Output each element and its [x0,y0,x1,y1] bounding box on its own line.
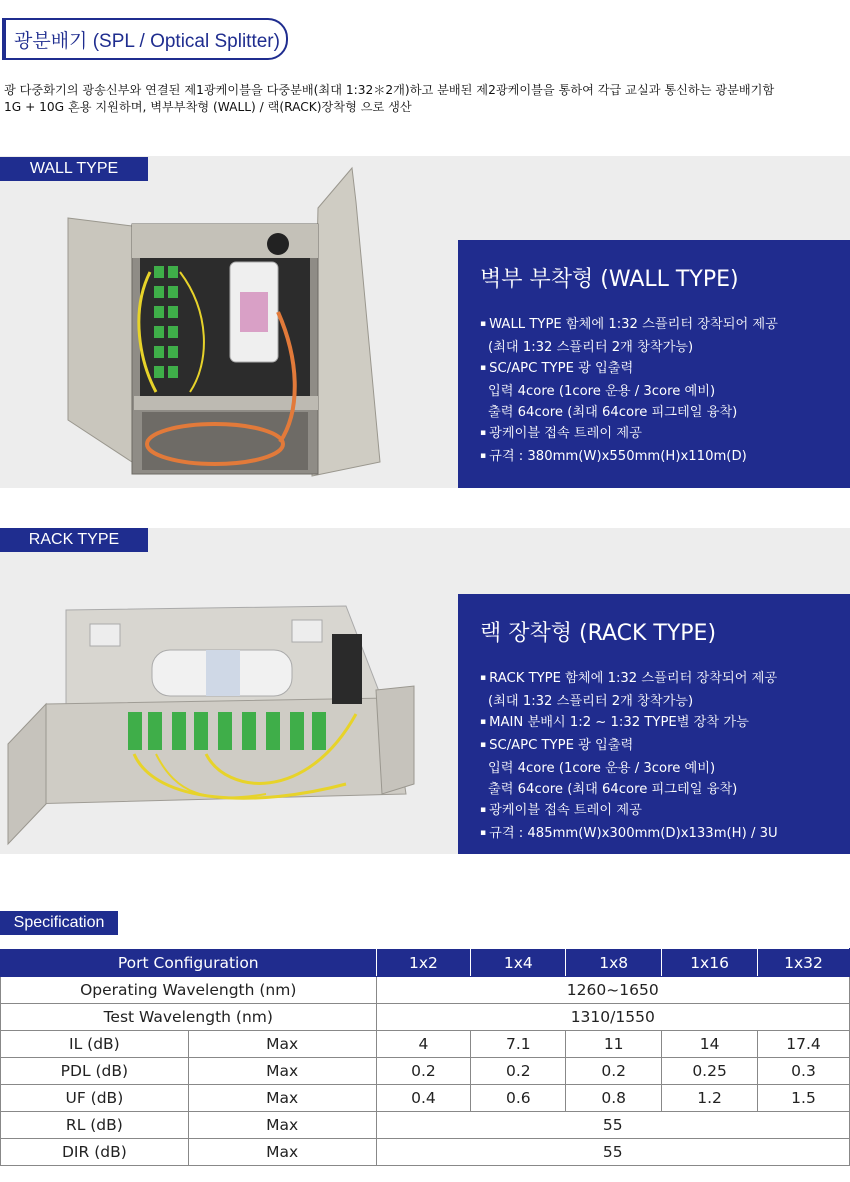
spec-value-cell: 0.2 [376,1058,471,1085]
rack-cabinet-image [6,594,416,846]
rack-type-label [0,528,148,552]
spec-param-cell: Test Wavelength (nm) [1,1004,377,1031]
spec-value-cell: 1.2 [662,1085,758,1112]
table-row [1,977,850,1004]
rack-info-item: ▪ SC/APC TYPE 광 입출력 [480,735,778,758]
spec-value-cell: 1260~1650 [376,977,850,1004]
spec-value-cell: 0.6 [471,1085,566,1112]
spec-value-cell: 14 [662,1031,758,1058]
spec-header-row [1,949,850,977]
spec-value-cell: 0.2 [566,1058,662,1085]
wall-info-item: ▪ 규격 : 380mm(W)x550mm(H)x110m(D) [480,446,778,469]
spec-cond-cell: Max [188,1085,376,1112]
table-row [1,1031,850,1058]
rack-info-item: 입력 4core (1core 운용 / 3core 예비) [488,761,716,776]
spec-header-cell: 1x8 [566,949,662,977]
spec-header-cell: 1x32 [758,949,850,977]
page-title-text: 광분배기 (SPL / Optical Splitter) [14,30,280,52]
wall-info-item: ▪ SC/APC TYPE 광 입출력 [480,358,778,381]
spec-table [0,948,850,1166]
spec-label-text: Specification [13,914,105,931]
spec-value-cell: 1.5 [758,1085,850,1112]
spec-param-cell: PDL (dB) [1,1058,189,1085]
wall-info-item: 출력 64core (최대 64core 피그테일 융착) [488,405,738,420]
rack-info-item: 출력 64core (최대 64core 피그테일 융착) [488,782,738,797]
rack-info-box [458,594,850,854]
wall-info-item: ▪ WALL TYPE 함체에 1:32 스플리터 장착되어 제공 [480,314,778,337]
rack-info-item: ▪ MAIN 분배시 1:2 ~ 1:32 TYPE별 장착 가능 [480,712,778,735]
spec-value-cell: 55 [376,1139,850,1166]
wall-type-label-text: WALL TYPE [29,160,119,177]
wall-info-list [480,314,778,469]
wall-info-item: ▪ 광케이블 접속 트레이 제공 [480,423,778,446]
spec-value-cell: 0.25 [662,1058,758,1085]
rack-info-item: ▪ 광케이블 접속 트레이 제공 [480,800,778,823]
rack-info-item: (최대 1:32 스플리터 2개 창착가능) [488,694,694,709]
wall-info-box [458,240,850,488]
spec-cond-cell: Max [188,1058,376,1085]
spec-value-cell: 7.1 [471,1031,566,1058]
rack-type-label-text: RACK TYPE [28,531,120,548]
spec-value-cell: 4 [376,1031,471,1058]
wall-cabinet-image [60,162,390,488]
intro-line-1: 광 다중화기의 광송신부와 연결된 제1광케이블을 다중분배(최대 1:32＊2개)하고 분배된 제2광케이블을 통하여 각급 교실과 통신하는 광분배기함 [4,83,775,97]
spec-param-cell: UF (dB) [1,1085,189,1112]
wall-info-item: (최대 1:32 스플리터 2개 창착가능) [488,340,694,355]
spec-param-cell: Operating Wavelength (nm) [1,977,377,1004]
spec-param-cell: DIR (dB) [1,1139,189,1166]
spec-label [0,911,118,935]
spec-value-cell: 17.4 [758,1031,850,1058]
rack-info-item: ▪ RACK TYPE 함체에 1:32 스플리터 장착되어 제공 [480,668,778,691]
spec-value-cell: 11 [566,1031,662,1058]
spec-value-cell: 55 [376,1112,850,1139]
spec-value-cell: 0.8 [566,1085,662,1112]
rack-info-list [480,668,778,846]
spec-header-cell: 1x2 [376,949,471,977]
spec-param-cell: IL (dB) [1,1031,189,1058]
page-title [4,18,288,60]
rack-info-title: 랙 장착형 (RACK TYPE) [480,621,717,646]
spec-param-cell: RL (dB) [1,1112,189,1139]
table-row [1,1085,850,1112]
spec-value-cell: 0.3 [758,1058,850,1085]
intro-text [4,82,774,116]
table-row [1,1004,850,1031]
intro-line-2: 1G + 10G 혼용 지원하며, 벽부부착형 (WALL) / 랙(RACK)장착형 으로 생산 [4,100,412,114]
rack-info-item: ▪ 규격 : 485mm(W)x300mm(D)x133m(H) / 3U [480,823,778,846]
spec-value-cell: 0.4 [376,1085,471,1112]
spec-cond-cell: Max [188,1031,376,1058]
spec-value-cell: 0.2 [471,1058,566,1085]
spec-header-cell: Port Configuration [1,949,377,977]
spec-value-cell: 1310/1550 [376,1004,850,1031]
wall-info-title: 벽부 부착형 (WALL TYPE) [480,267,739,292]
spec-header-cell: 1x16 [662,949,758,977]
spec-cond-cell: Max [188,1139,376,1166]
spec-cond-cell: Max [188,1112,376,1139]
table-row [1,1139,850,1166]
table-row [1,1058,850,1085]
table-row [1,1112,850,1139]
spec-header-cell: 1x4 [471,949,566,977]
wall-info-item: 입력 4core (1core 운용 / 3core 예비) [488,384,716,399]
